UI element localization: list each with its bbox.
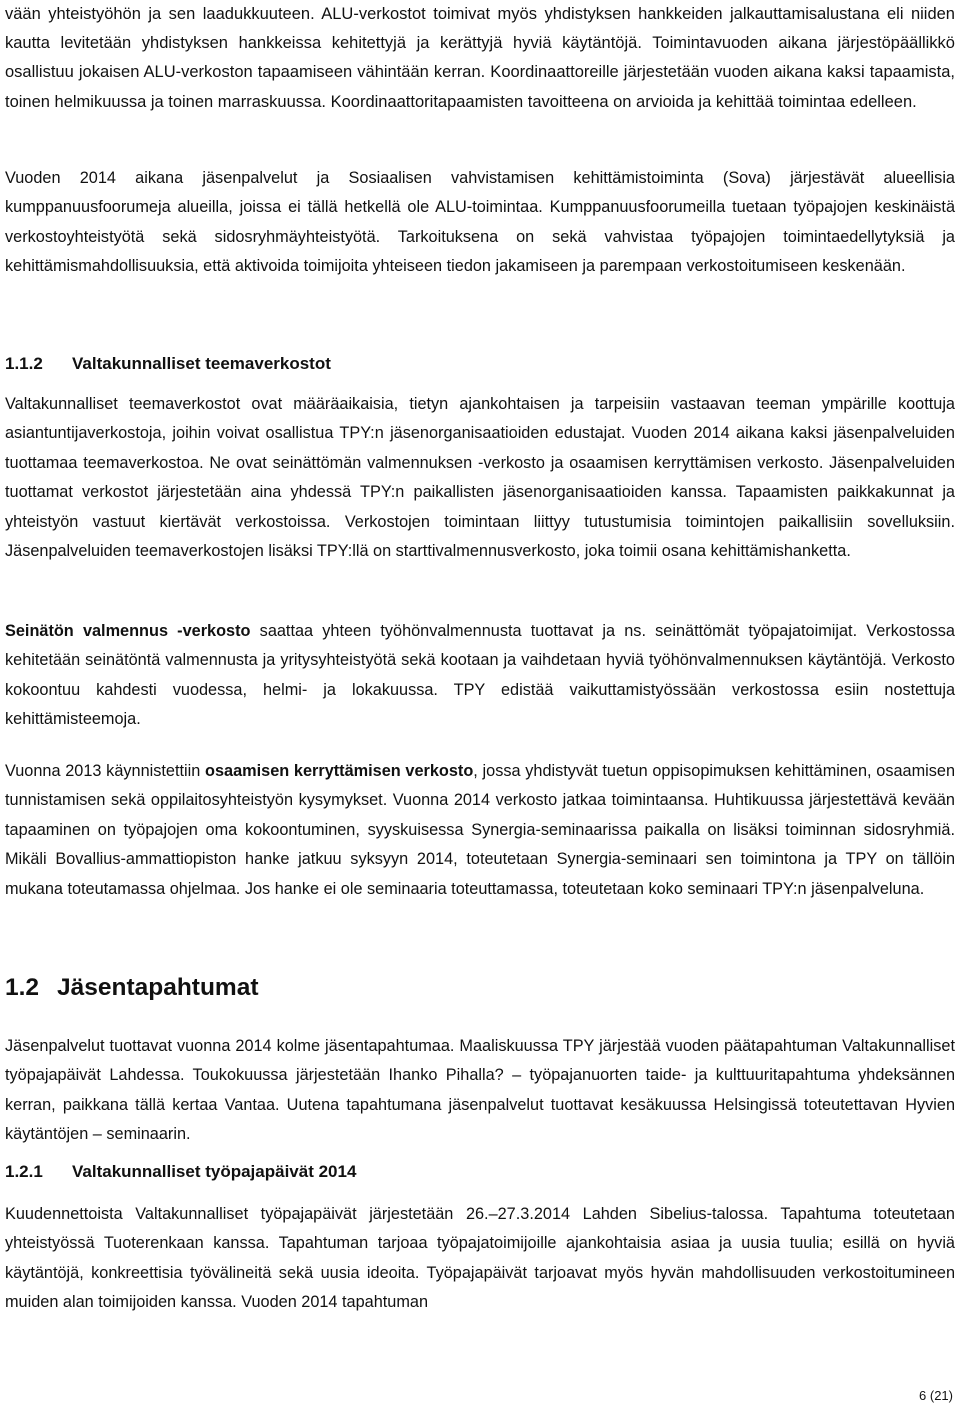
paragraph-competence-network bbox=[5, 757, 955, 904]
paragraph-alu-networks: vään yhteistyöhön ja sen laadukkuuteen. ALU-verkostot toimivat myös yhdistyksen hankkeiden jalkauttamisalustana eli niiden kautta levitetään yhdistyksen hankkeissa kehitettyjä ja kerättyjä hyviä käytäntöjä. Toimintavuoden aikana järjestöpäällikkö osallistuu jokaisen ALU-verkoston tapaamiseen vähintään kerran. Koordinaattoreille järjestetään vuoden aikana kaksi tapaamista, toinen helmikuussa ja toinen marraskuussa. Koordinaattoritapaamisten tavoitteena on arvioida ja kehittää toimintaa edelleen. bbox=[5, 5, 955, 111]
paragraph-member-events: Jäsenpalvelut tuottavat vuonna 2014 kolme jäsentapahtumaa. Maaliskuussa TPY järjestää vuoden päätapahtuman Valtakunnalliset työpajapäivät Lahdessa. Toukokuussa järjestetään Ihanko Pihalla? – työpajanuorten taide- ja kulttuuritapahtuma yhdeksännen kerran, paikkana tällä kertaa Vantaa. Uutena tapahtumana jäsenpalvelut tuottavat kesäkuussa Helsingissä toteutettavan Hyvien käytäntöjen – seminaarin. bbox=[5, 1037, 955, 1144]
heading-number: 1.2 bbox=[5, 974, 40, 1001]
bold-term: osaamisen kerryttämisen verkosto bbox=[205, 762, 474, 780]
page-number: 6 (21) bbox=[919, 1388, 953, 1403]
heading-1-2 bbox=[5, 972, 259, 1004]
paragraph-text-pre: Vuonna 2013 käynnistettiin bbox=[5, 762, 206, 780]
heading-title: Valtakunnalliset työpajapäivät 2014 bbox=[72, 1162, 357, 1181]
bold-term: Seinätön valmennus -verkosto bbox=[5, 622, 251, 640]
heading-number: 1.1.2 bbox=[5, 354, 43, 373]
heading-title: Valtakunnalliset teemaverkostot bbox=[72, 354, 331, 373]
paragraph-text: saattaa yhteen työhönvalmennusta tuottavat ja ns. seinättömät työpajatoimijat. Verkostossa kehitetään seinätöntä valmennusta ja yritysyhteistyötä sekä kootaan ja vaihdetaan hyviä työhönvalmennuksen käytäntöjä. Verkosto kokoontuu kahdesti vuodessa, helmi- ja lokakuussa. TPY edistää vaikuttamistyössään verkostossa esiin nostettuja kehittämisteemoja. bbox=[5, 622, 955, 729]
heading-title: Jäsentapahtumat bbox=[57, 974, 259, 1001]
heading-number: 1.2.1 bbox=[5, 1162, 43, 1181]
paragraph-wallless-coaching bbox=[5, 617, 955, 735]
paragraph-partnership-forums: Vuoden 2014 aikana jäsenpalvelut ja Sosiaalisen vahvistamisen kehittämistoiminta (Sova) järjestävät alueellisia kumppanuusfoorumeja alueilla, joissa ei tällä hetkellä ole ALU-toimintaa. Kumppanuusfoorumeilla tuetaan työpajojen keskinäistä verkostoyhteistyötä sekä sidosryhmäyhteistyötä. Tarkoituksena on sekä vahvistaa työpajojen toimintaedellytyksiä ja kehittämismahdollisuuksia, että aktivoida toimijoita yhteiseen tiedon jakamiseen ja parempaan verkostoitumiseen keskenään. bbox=[5, 169, 955, 276]
paragraph-text: , jossa yhdistyvät tuetun oppisopimuksen kehittäminen, osaamisen tunnistamisen sekä oppilaitosyhteistyön kysymykset. Vuonna 2014 verkosto jatkaa toimintaansa. Huhtikuussa järjestettävä kevään tapaaminen on työpajojen oma kokoontuminen, syyskuisessa Synergia-seminaarissa paikalla on lisäksi toiminnan sidosryhmiä. Mikäli Bovallius-ammattiopiston hanke jatkuu syksyyn 2014, toteutetaan Synergia-seminaari sen toimintona ja TPY on tällöin mukana toteutamassa ohjelmaa. Jos hanke ei ole seminaaria toteuttamassa, toteutetaan koko seminaari TPY:n jäsenpalveluna. bbox=[5, 762, 956, 898]
paragraph-theme-networks: Valtakunnalliset teemaverkostot ovat määräaikaisia, tietyn ajankohtaisen ja tarpeisiin vastaavan teeman ympärille koottuja asiantuntijaverkostoja, joihin voivat osallistua TPY:n jäsenorganisaatioiden edustajat. Vuoden 2014 aikana kaksi jäsenpalveluiden tuottamaa teemaverkostoa. Ne ovat seinättömän valmennuksen -verkosto ja osaamisen kerryttämisen verkosto. Jäsenpalveluiden tuottamat verkostot järjestetään aina yhdessä TPY:n paikallisten jäsenorganisaatioiden kanssa. Tapaamisten paikkakunnat ja yhteistyön vastuut kiertävät verkostoissa. Verkostojen toimintaan liittyy tutustumisia toimintojen paikallisiin sovelluksiin. Jäsenpalveluiden teemaverkostojen lisäksi TPY:llä on starttivalmennusverkosto, joka toimii osana kehittämishanketta. bbox=[5, 395, 955, 561]
heading-1-1-2 bbox=[5, 352, 331, 376]
heading-1-2-1 bbox=[5, 1160, 356, 1184]
paragraph-workshop-days: Kuudennettoista Valtakunnalliset työpajapäivät järjestetään 26.–27.3.2014 Lahden Sibelius-talossa. Tapahtuma toteutetaan yhteistyössä Tuoterenkaan kanssa. Tapahtuman tarjoaa työpajatoimijoille ajankohtaisia asiaa ja uusia tuulia; esillä on hyviä käytäntöjä, konkreettisia työvälineitä sekä uusia ideoita. Työpajapäivät tarjoavat myös hyvän mahdollisuuden verkostoitumineen muiden alan toimijoiden kanssa. Vuoden 2014 tapahtuman bbox=[5, 1205, 955, 1312]
